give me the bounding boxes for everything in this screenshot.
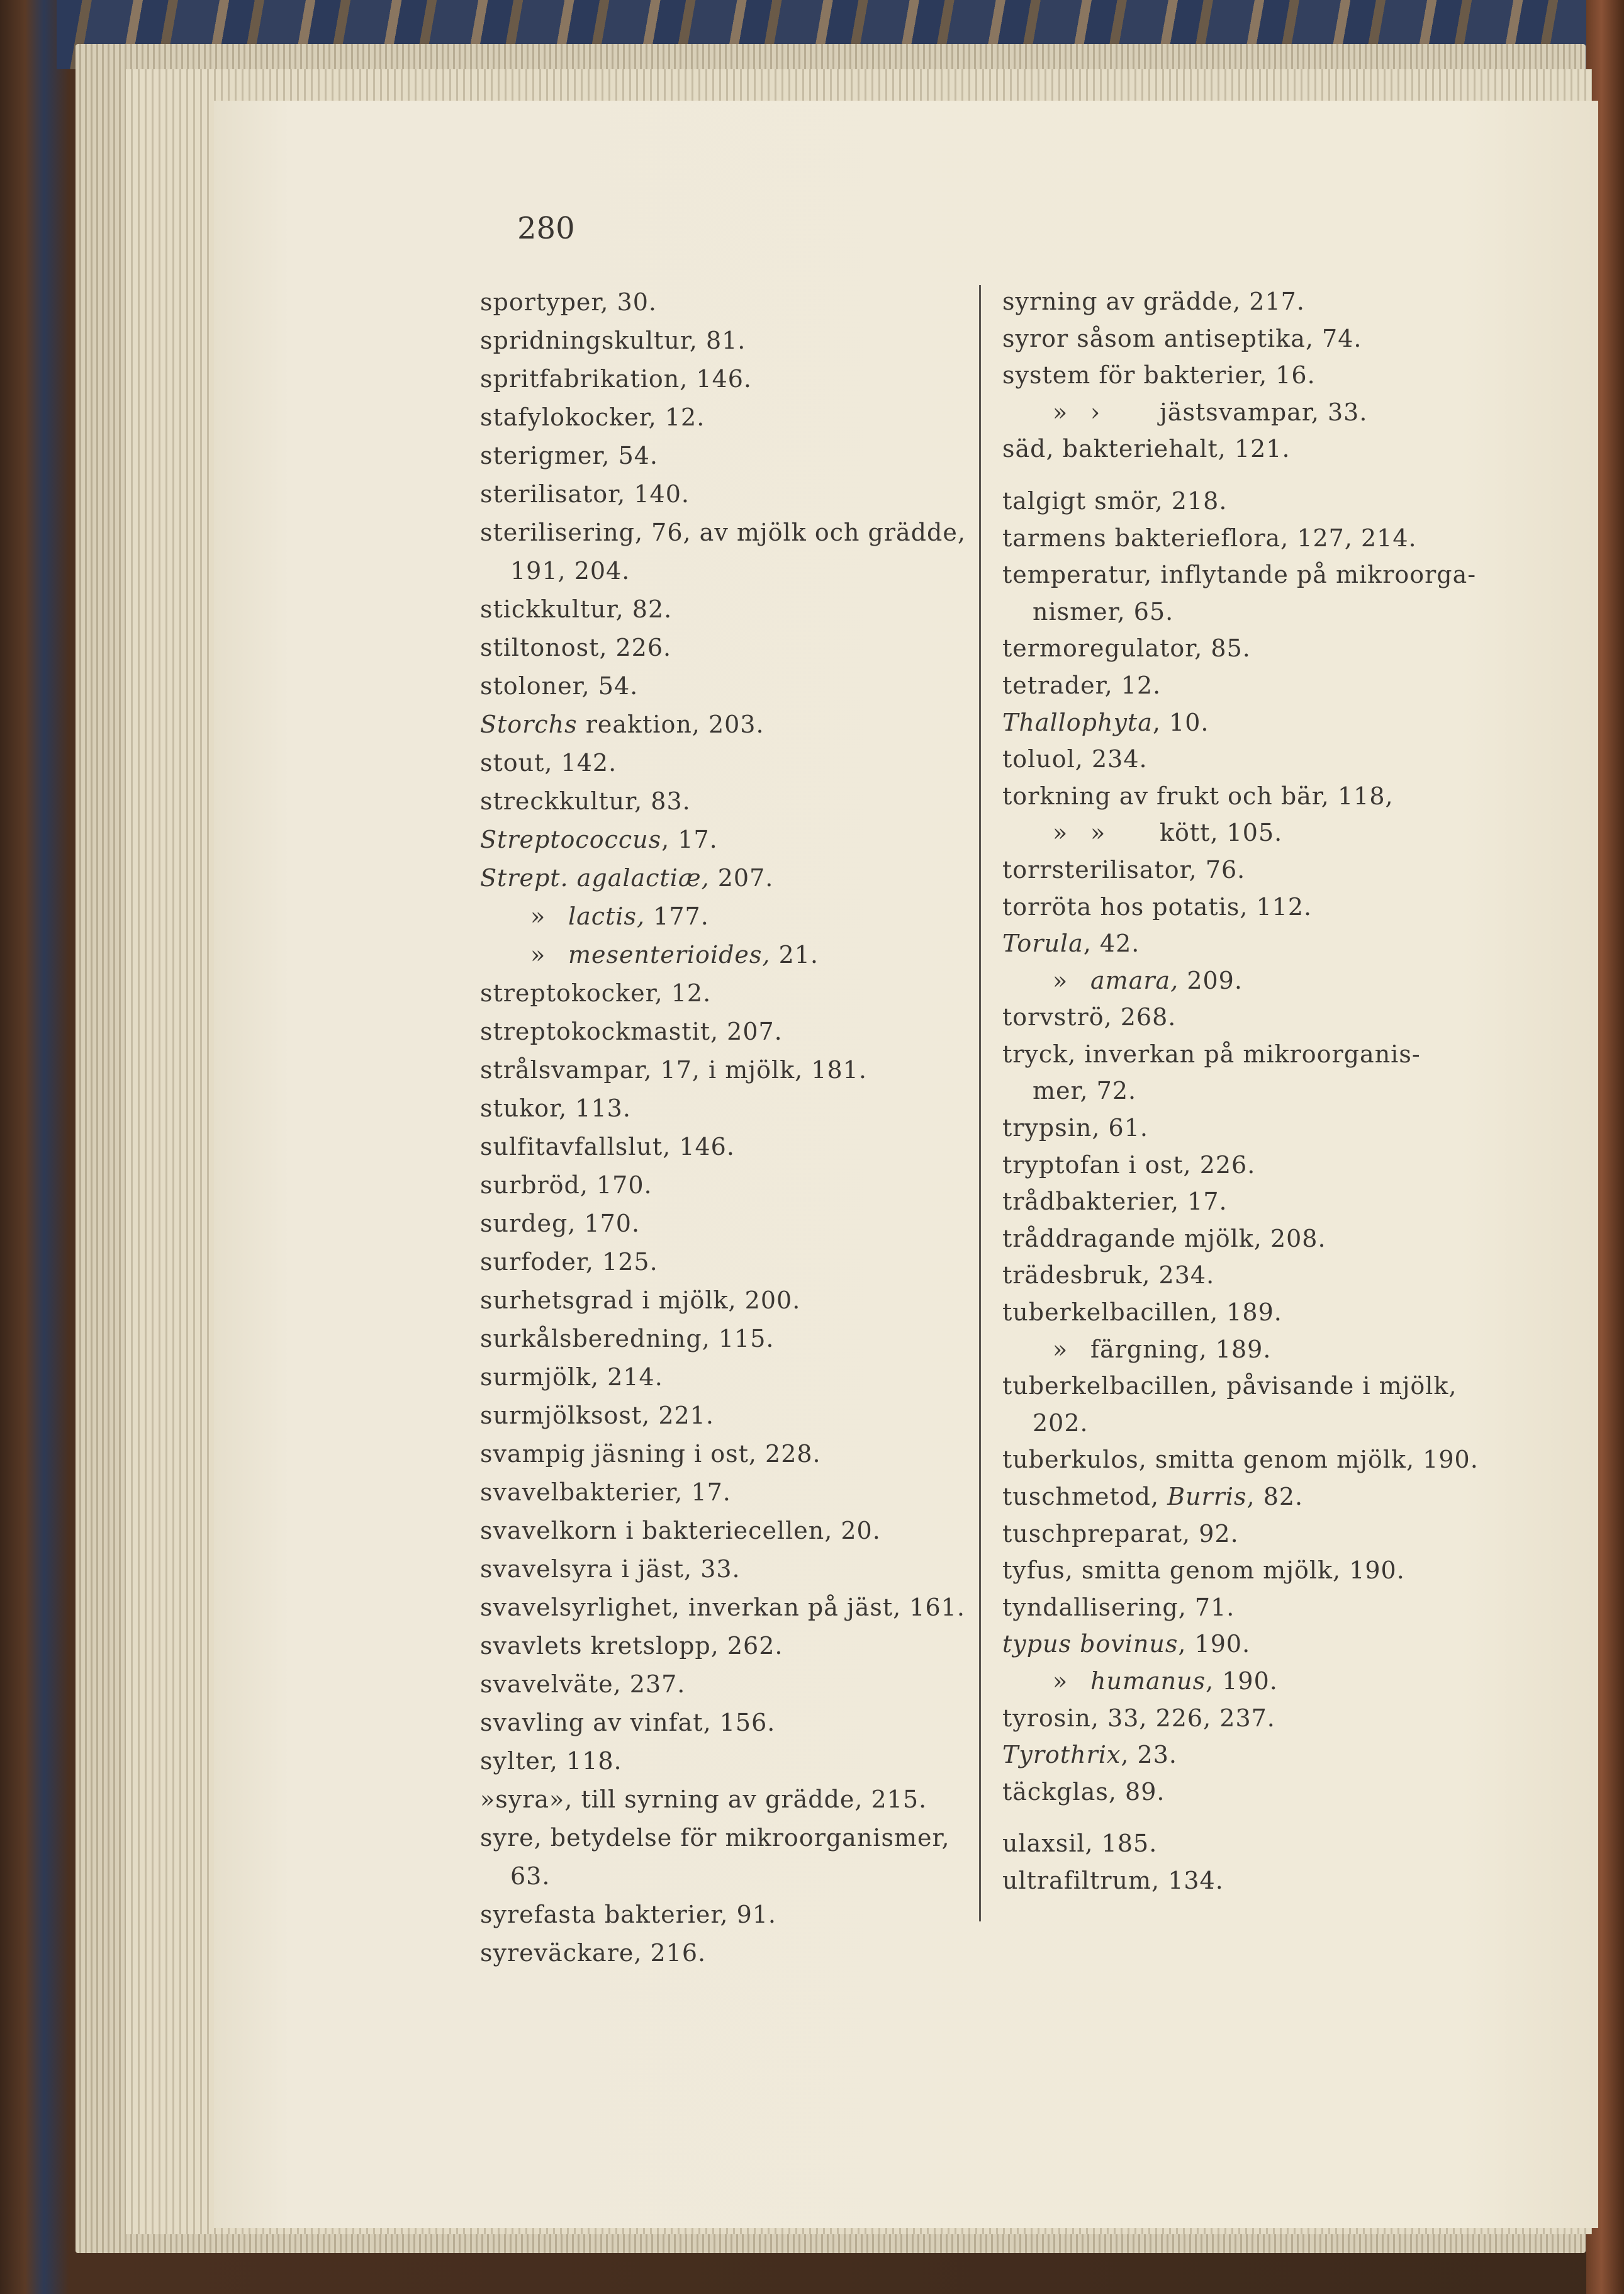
index-entry	[1002, 1294, 1479, 1331]
entry-text: trådbakterier, 17.	[1002, 1188, 1228, 1216]
entry-text: spridningskultur, 81.	[480, 327, 746, 354]
index-entry	[480, 897, 966, 936]
italic-term: Thallophyta	[1002, 708, 1153, 736]
entry-text: , 82.	[1246, 1483, 1304, 1510]
italic-term: Storchs	[480, 711, 578, 738]
index-entry	[480, 1819, 966, 1857]
page-number: 280	[517, 211, 575, 246]
entry-text: tuberkelbacillen, 189.	[1002, 1298, 1282, 1327]
italic-term: amara,	[1090, 966, 1179, 994]
index-entry	[1002, 1220, 1479, 1257]
entry-text: 63.	[510, 1862, 551, 1890]
entry-text: 209.	[1179, 966, 1243, 994]
ditto-mark: »	[1053, 398, 1068, 426]
ditto-mark: »	[1090, 819, 1106, 847]
entry-text: , 10.	[1152, 708, 1209, 736]
entry-text: syreväckare, 216.	[480, 1939, 707, 1967]
index-entry	[480, 1896, 966, 1934]
ditto-mark: ›	[1090, 398, 1101, 426]
entry-text: surkålsberedning, 115.	[480, 1325, 775, 1352]
index-entry	[480, 1742, 966, 1780]
entry-text: 21.	[770, 941, 819, 969]
index-entry	[1002, 1589, 1479, 1626]
entry-text: system för bakterier, 16.	[1002, 361, 1316, 390]
index-entry	[480, 360, 966, 398]
index-entry	[1002, 1183, 1479, 1220]
entry-text: sterilisator, 140.	[480, 480, 690, 508]
entry-text: tetrader, 12.	[1002, 671, 1162, 699]
entry-text: syrning av grädde, 217.	[1002, 288, 1305, 315]
entry-text: surfoder, 125.	[480, 1248, 658, 1276]
entry-text: färgning, 189.	[1090, 1335, 1272, 1363]
index-entry	[1002, 1736, 1479, 1774]
index-entry	[1002, 778, 1479, 815]
index-entry	[1002, 1700, 1479, 1737]
entry-text: surdeg, 170.	[480, 1210, 641, 1237]
index-entry	[480, 1205, 966, 1243]
entry-text: ulaxsil, 185.	[1002, 1830, 1158, 1858]
entry-text: svavelsyrlighet, inverkan på jäst, 161.	[480, 1594, 965, 1621]
entry-text: sulfitavfallslut, 146.	[480, 1133, 735, 1161]
entry-text: stiltonost, 226.	[480, 634, 672, 661]
entry-text: temperatur, inflytande på mikroorga-	[1002, 561, 1477, 589]
index-entry	[1002, 430, 1479, 468]
italic-term: typus bovinus	[1002, 1630, 1179, 1658]
index-entry	[480, 782, 966, 821]
entry-text: streptokocker, 12.	[480, 979, 712, 1007]
entry-text: streptokockmastit, 207.	[480, 1018, 783, 1045]
index-entry	[480, 1397, 966, 1435]
index-entry	[1002, 1110, 1479, 1147]
entry-text: surbröd, 170.	[480, 1171, 652, 1199]
index-entry	[480, 1435, 966, 1473]
entry-text: svavelbakterier, 17.	[480, 1478, 731, 1506]
entry-text: tuschpreparat, 92.	[1002, 1519, 1239, 1548]
index-entry	[480, 1013, 966, 1051]
entry-text: surmjölk, 214.	[480, 1363, 663, 1391]
entry-text: stoloner, 54.	[480, 672, 639, 700]
entry-text: sportyper, 30.	[480, 288, 658, 316]
ditto-mark: »	[530, 941, 546, 969]
entry-text: 177.	[645, 902, 709, 930]
entry-text: surhetsgrad i mjölk, 200.	[480, 1286, 801, 1314]
index-entry	[1002, 1147, 1479, 1184]
entry-text: sterigmer, 54.	[480, 442, 659, 469]
italic-term: Strept. agalactiæ,	[480, 864, 710, 892]
index-entry	[1002, 814, 1479, 852]
entry-text: svavelsyra i jäst, 33.	[480, 1555, 741, 1583]
entry-text: tarmens bakterieflora, 127, 214.	[1002, 524, 1417, 552]
index-entry	[1002, 925, 1479, 962]
index-column-left	[480, 283, 966, 1972]
index-entry	[480, 1627, 966, 1665]
index-entry	[480, 1588, 966, 1627]
index-column-right	[1002, 283, 1479, 1899]
entry-text: stickkultur, 82.	[480, 595, 673, 623]
entry-text: tryck, inverkan på mikroorganis-	[1002, 1040, 1421, 1068]
column-divider	[979, 285, 981, 1921]
index-entry	[1002, 1072, 1479, 1110]
index-entry	[1002, 630, 1479, 667]
index-entry	[1002, 320, 1479, 357]
entry-text: trädesbruk, 234.	[1002, 1261, 1215, 1290]
entry-text: surmjölksost, 221.	[480, 1402, 714, 1429]
ditto-mark: »	[1053, 1335, 1068, 1363]
entry-text: tryptofan i ost, 226.	[1002, 1150, 1256, 1179]
index-entry	[1002, 889, 1479, 926]
index-entry	[480, 1243, 966, 1281]
index-entry	[480, 1934, 966, 1972]
ditto-mark: »	[530, 902, 546, 930]
index-entry	[480, 1320, 966, 1358]
entry-text: , 190.	[1206, 1667, 1278, 1695]
entry-text: »syra», till syrning av grädde, 215.	[480, 1785, 927, 1813]
index-entry	[1002, 999, 1479, 1036]
entry-text: kött, 105.	[1160, 819, 1283, 847]
index-entry	[480, 1358, 966, 1397]
index-entry	[480, 437, 966, 475]
entry-text: reaktion, 203.	[577, 711, 764, 738]
entry-text: 202.	[1033, 1408, 1089, 1437]
entry-text: , 42.	[1083, 930, 1140, 958]
ditto-mark: »	[1053, 966, 1068, 994]
index-entry	[480, 590, 966, 629]
index-entry	[480, 629, 966, 667]
italic-term: mesenterioides,	[568, 941, 771, 969]
index-entry	[1002, 1626, 1479, 1663]
index-entry	[1002, 394, 1479, 431]
entry-text: 207.	[709, 864, 774, 892]
entry-text: tyrosin, 33, 226, 237.	[1002, 1704, 1275, 1732]
ditto-mark: »	[1053, 1667, 1068, 1695]
entry-text: tråddragande mjölk, 208.	[1002, 1224, 1326, 1252]
index-entry	[480, 1051, 966, 1089]
entry-text: torröta hos potatis, 112.	[1002, 892, 1313, 921]
index-entry	[480, 1473, 966, 1512]
italic-term: Streptococcus	[480, 826, 662, 853]
index-entry	[1002, 520, 1479, 557]
italic-term: lactis,	[568, 902, 646, 930]
index-entry	[480, 1550, 966, 1588]
index-entry	[480, 1665, 966, 1704]
entry-text: 191, 204.	[510, 557, 630, 585]
entry-text: tuberkulos, smitta genom mjölk, 190.	[1002, 1446, 1479, 1474]
entry-text: talgigt smör, 218.	[1002, 486, 1228, 515]
entry-text: tyfus, smitta genom mjölk, 190.	[1002, 1556, 1405, 1585]
index-entry	[480, 821, 966, 859]
index-entry	[1002, 1515, 1479, 1553]
entry-text: spritfabrikation, 146.	[480, 365, 753, 393]
index-entry	[480, 936, 966, 974]
index-entry	[480, 744, 966, 782]
index-entry	[1002, 962, 1479, 999]
index-entry	[1002, 1825, 1479, 1862]
entry-text: , 190.	[1178, 1630, 1251, 1658]
index-entry	[1002, 1862, 1479, 1899]
index-entry	[1002, 556, 1479, 593]
index-entry	[1002, 1478, 1479, 1515]
section-gap	[1002, 468, 1479, 483]
index-entry	[1002, 1663, 1479, 1700]
index-entry	[1002, 1405, 1479, 1442]
entry-text: nismer, 65.	[1033, 597, 1174, 626]
index-entry	[1002, 667, 1479, 704]
index-entry	[480, 1857, 966, 1896]
entry-text: termoregulator, 85.	[1002, 634, 1251, 663]
index-entry	[1002, 593, 1479, 631]
entry-text: svampig jäsning i ost, 228.	[480, 1440, 821, 1468]
index-entry	[480, 1512, 966, 1550]
entry-text: tyndallisering, 71.	[1002, 1593, 1235, 1621]
ditto-mark: »	[1053, 819, 1068, 847]
index-entry	[1002, 283, 1479, 320]
index-entry	[480, 1704, 966, 1742]
entry-text: stout, 142.	[480, 749, 617, 777]
index-entry	[480, 667, 966, 706]
entry-text: streckkultur, 83.	[480, 787, 691, 815]
entry-text: torkning av frukt och bär, 118,	[1002, 782, 1394, 810]
index-entry	[480, 283, 966, 322]
entry-text: torvströ, 268.	[1002, 1003, 1177, 1032]
entry-text: täckglas, 89.	[1002, 1777, 1165, 1806]
entry-text: , 17.	[661, 826, 718, 853]
index-entry	[1002, 1036, 1479, 1073]
index-entry	[480, 706, 966, 744]
index-entry	[480, 514, 966, 552]
index-entry	[1002, 483, 1479, 520]
entry-text: syror såsom antiseptika, 74.	[1002, 324, 1362, 352]
entry-text: stafylokocker, 12.	[480, 403, 705, 431]
index-entry	[480, 475, 966, 514]
entry-text: trypsin, 61.	[1002, 1114, 1148, 1142]
entry-text: tuberkelbacillen, påvisande i mjölk,	[1002, 1372, 1457, 1400]
entry-text: jästsvampar, 33.	[1160, 398, 1368, 426]
entry-text: svavelväte, 237.	[480, 1670, 686, 1698]
index-entry	[480, 552, 966, 590]
index-entry	[1002, 1368, 1479, 1405]
entry-text: torrsterilisator, 76.	[1002, 855, 1246, 884]
entry-text: svavling av vinfat, 156.	[480, 1709, 776, 1736]
entry-text: strålsvampar, 17, i mjölk, 181.	[480, 1056, 867, 1084]
entry-text: tuschmetod,	[1002, 1483, 1168, 1510]
entry-text: syre, betydelse för mikroorganismer,	[480, 1824, 950, 1852]
index-entry	[1002, 1774, 1479, 1811]
index-entry	[1002, 1257, 1479, 1294]
entry-text: toluol, 234.	[1002, 745, 1148, 773]
italic-term: Tyrothrix	[1002, 1741, 1121, 1769]
entry-text: stukor, 113.	[480, 1094, 631, 1122]
index-entry	[480, 1128, 966, 1166]
index-entry	[1002, 1552, 1479, 1589]
index-entry	[480, 1281, 966, 1320]
index-entry	[1002, 1331, 1479, 1368]
entry-text: sterilisering, 76, av mjölk och grädde,	[480, 519, 966, 546]
index-entry	[1002, 704, 1479, 741]
index-entry	[480, 974, 966, 1013]
index-entry	[1002, 852, 1479, 889]
italic-term: Torula	[1002, 930, 1084, 958]
entry-text: sylter, 118.	[480, 1747, 622, 1775]
index-entry	[480, 398, 966, 437]
entry-text: svavelkorn i bakteriecellen, 20.	[480, 1517, 881, 1544]
entry-text: ultrafiltrum, 134.	[1002, 1866, 1224, 1894]
index-entry	[480, 1089, 966, 1128]
index-entry	[480, 1166, 966, 1205]
entry-text: svavlets kretslopp, 262.	[480, 1632, 783, 1660]
entry-text: syrefasta bakterier, 91.	[480, 1901, 777, 1928]
index-entry	[480, 322, 966, 360]
italic-term: Burris	[1167, 1483, 1247, 1510]
index-entry	[1002, 1441, 1479, 1478]
entry-text: mer, 72.	[1033, 1077, 1137, 1105]
section-gap	[1002, 1810, 1479, 1825]
italic-term: humanus	[1090, 1667, 1206, 1695]
entry-text: säd, bakteriehalt, 121.	[1002, 435, 1291, 463]
entry-text: , 23.	[1121, 1741, 1177, 1769]
index-entry	[480, 1780, 966, 1819]
index-entry	[480, 859, 966, 897]
index-entry	[1002, 741, 1479, 778]
index-entry	[1002, 357, 1479, 394]
